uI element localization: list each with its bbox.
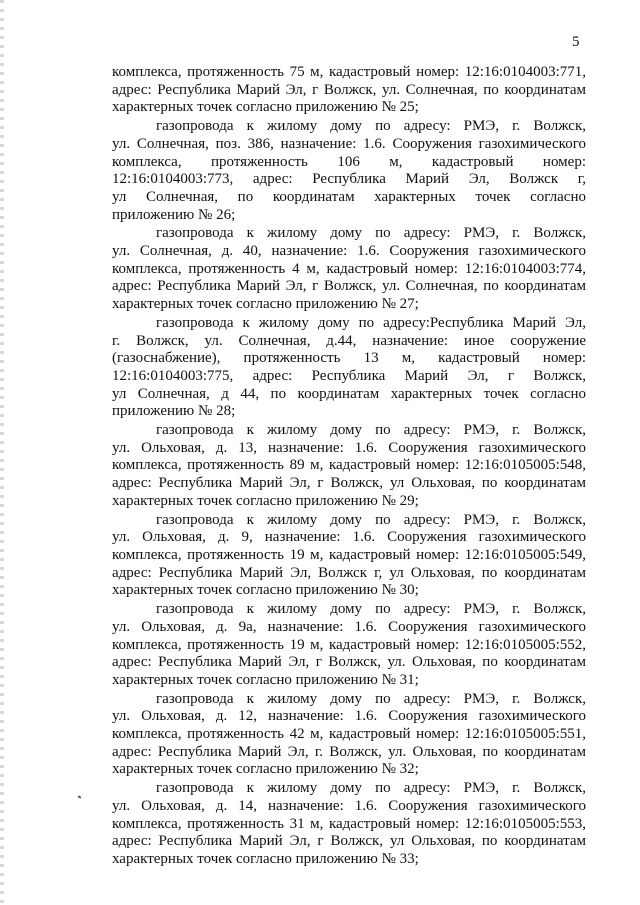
text-line: приложению № 26;	[112, 206, 236, 223]
text-line: комплекса, протяженность 31 м, кадастровый номер: 12:16:0105005:553,	[112, 815, 586, 832]
scan-edge-mark	[0, 0, 4, 905]
text-line: адрес: Республика Марий Эл, Волжск г, ул Ольховая, по координатам	[112, 564, 586, 581]
text-line: комплекса, протяженность 106 м, кадастровый номер:	[112, 153, 586, 170]
text-line: характерных точек согласно приложению № 29;	[112, 492, 419, 509]
text-line: ул. Солнечная, д. 40, назначение: 1.6. Сооружения газохимического	[112, 243, 586, 260]
text-line: комплекса, протяженность 19 м, кадастровый номер: 12:16:0105005:552,	[112, 636, 586, 653]
text-line: характерных точек согласно приложению № 30;	[112, 582, 419, 599]
text-line: газопровода к жилому дому по адресу: РМЭ, г. Волжск,	[156, 780, 586, 797]
text-line: адрес: Республика Марий Эл, г Волжск, ул. Ольховая, по координатам	[112, 654, 586, 671]
text-line: г. Волжск, ул. Солнечная, д.44, назначение: иное сооружение	[112, 332, 586, 349]
paragraph	[112, 512, 586, 601]
text-line: характерных точек согласно приложению № 32;	[112, 761, 419, 778]
text-line: 12:16:0104003:775, адрес: Республика Марий Эл, г Волжск,	[112, 367, 586, 384]
scan-speck	[78, 795, 82, 798]
text-line: характерных точек согласно приложению № 31;	[112, 671, 419, 688]
page-number: 5	[572, 34, 580, 50]
text-line: характерных точек согласно приложению № 25;	[112, 99, 419, 116]
text-line: ул Солнечная, по координатам характерных точек согласно	[112, 188, 586, 205]
text-line: комплекса, протяженность 89 м, кадастровый номер: 12:16:0105005:548,	[112, 457, 586, 474]
paragraph	[112, 64, 586, 117]
text-line: ул. Ольховая, д. 9а, назначение: 1.6. Сооружения газохимического	[112, 618, 586, 635]
text-line: газопровода к жилому дому по адресу: РМЭ, г. Волжск,	[156, 422, 586, 439]
text-line: газопровода к жилому дому по адресу: РМЭ, г. Волжск,	[156, 118, 586, 135]
text-line: характерных точек согласно приложению № 33;	[112, 850, 419, 867]
text-line: адрес: Республика Марий Эл, г Волжск, ул Ольховая, по координатам	[112, 475, 586, 492]
text-line: комплекса, протяженность 75 м, кадастровый номер: 12:16:0104003:771,	[112, 64, 586, 80]
text-line: ул. Ольховая, д. 13, назначение: 1.6. Сооружения газохимического	[112, 439, 586, 456]
paragraph	[112, 422, 586, 511]
text-line: адрес: Республика Марий Эл, г Волжск, ул Ольховая, по координатам	[112, 833, 586, 850]
text-line: комплекса, протяженность 19 м, кадастровый номер: 12:16:0105005:549,	[112, 546, 586, 563]
paragraph	[112, 601, 586, 690]
text-line: ул. Солнечная, поз. 386, назначение: 1.6. Сооружения газохимического	[112, 135, 586, 152]
text-line: ул. Ольховая, д. 12, назначение: 1.6. Сооружения газохимического	[112, 708, 586, 725]
text-line: адрес: Республика Марий Эл, г Волжск, ул. Солнечная, по координатам	[112, 81, 586, 98]
paragraph	[112, 118, 586, 224]
document-body	[112, 64, 586, 870]
paragraph	[112, 691, 586, 780]
paragraph	[112, 315, 586, 421]
paragraph	[112, 780, 586, 869]
text-line: ул Солнечная, д 44, по координатам характерных точек согласно	[112, 385, 586, 402]
text-line: приложению № 28;	[112, 403, 236, 420]
text-line: комплекса, протяженность 42 м, кадастровый номер: 12:16:0105005:551,	[112, 726, 586, 743]
text-line: характерных точек согласно приложению № 27;	[112, 296, 419, 313]
text-line: газопровода к жилому дому по адресу: РМЭ, г. Волжск,	[156, 511, 586, 528]
text-line: комплекса, протяженность 4 м, кадастровый номер: 12:16:0104003:774,	[112, 260, 586, 277]
text-line: 12:16:0104003:773, адрес: Республика Марий Эл, Волжск г,	[112, 171, 586, 188]
text-line: адрес: Республика Марий Эл, г. Волжск, ул. Ольховая, по координатам	[112, 743, 586, 760]
text-line: адрес: Республика Марий Эл, г Волжск, ул. Солнечная, по координатам	[112, 278, 586, 295]
text-line: (газоснабжение), протяженность 13 м, кадастровый номер:	[112, 350, 586, 367]
text-line: газопровода к жилому дому по адресу: РМЭ, г. Волжск,	[156, 225, 586, 242]
text-line: газопровода к жилому дому по адресу: РМЭ, г. Волжск,	[156, 601, 586, 618]
text-line: газопровода к жилому дому по адресу:Республика Марий Эл,	[156, 314, 586, 331]
text-line: ул. Ольховая, д. 14, назначение: 1.6. Сооружения газохимического	[112, 797, 586, 814]
text-line: ул. Ольховая, д. 9, назначение: 1.6. Сооружения газохимического	[112, 529, 586, 546]
text-line: газопровода к жилому дому по адресу: РМЭ, г. Волжск,	[156, 690, 586, 707]
paragraph	[112, 225, 586, 314]
